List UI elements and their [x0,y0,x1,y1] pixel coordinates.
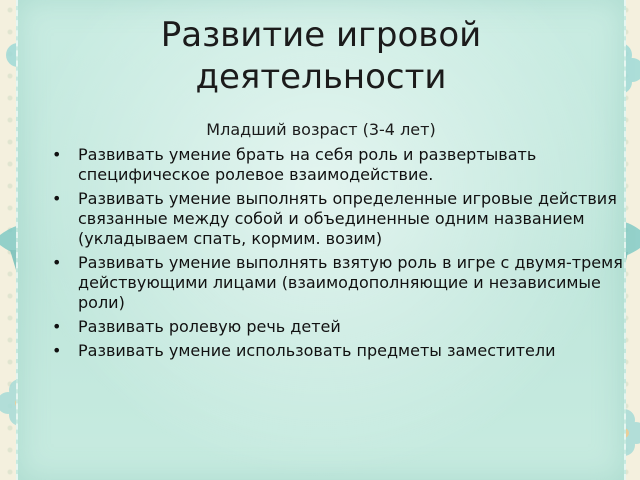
list-item-text: Развивать умение использовать предметы заместители [78,341,556,360]
list-item-text: Развивать умение выполнять взятую роль в игре с двумя-тремя действующими лицами (взаимодополняющие и независимые роли) [78,253,623,312]
list-item-text: Развивать ролевую речь детей [78,317,341,336]
slide-card [16,0,626,480]
list-item [48,189,623,249]
list-item-text: Развивать умение брать на себя роль и развертывать специфическое ролевое взаимодействие. [78,145,537,184]
title-line-2: деятельности [195,57,447,97]
bullet-icon: • [52,341,62,360]
title-line-1: Развитие игровой [160,15,482,55]
bullet-icon: • [52,189,62,208]
bullet-icon: • [52,253,62,272]
list-item-text: Развивать умение выполнять определенные игровые действия связанные между собой и объединенные одним названием (укладываем спать, кормим. возим) [78,189,617,248]
bullet-list [48,145,623,365]
list-item [48,253,623,313]
list-item [48,145,623,185]
slide-subtitle: Младший возраст (3-4 лет) [206,120,436,139]
slide-title [18,14,624,98]
bullet-icon: • [52,317,62,336]
bullet-icon: • [52,145,62,164]
list-item [48,317,623,337]
list-item [48,341,623,361]
